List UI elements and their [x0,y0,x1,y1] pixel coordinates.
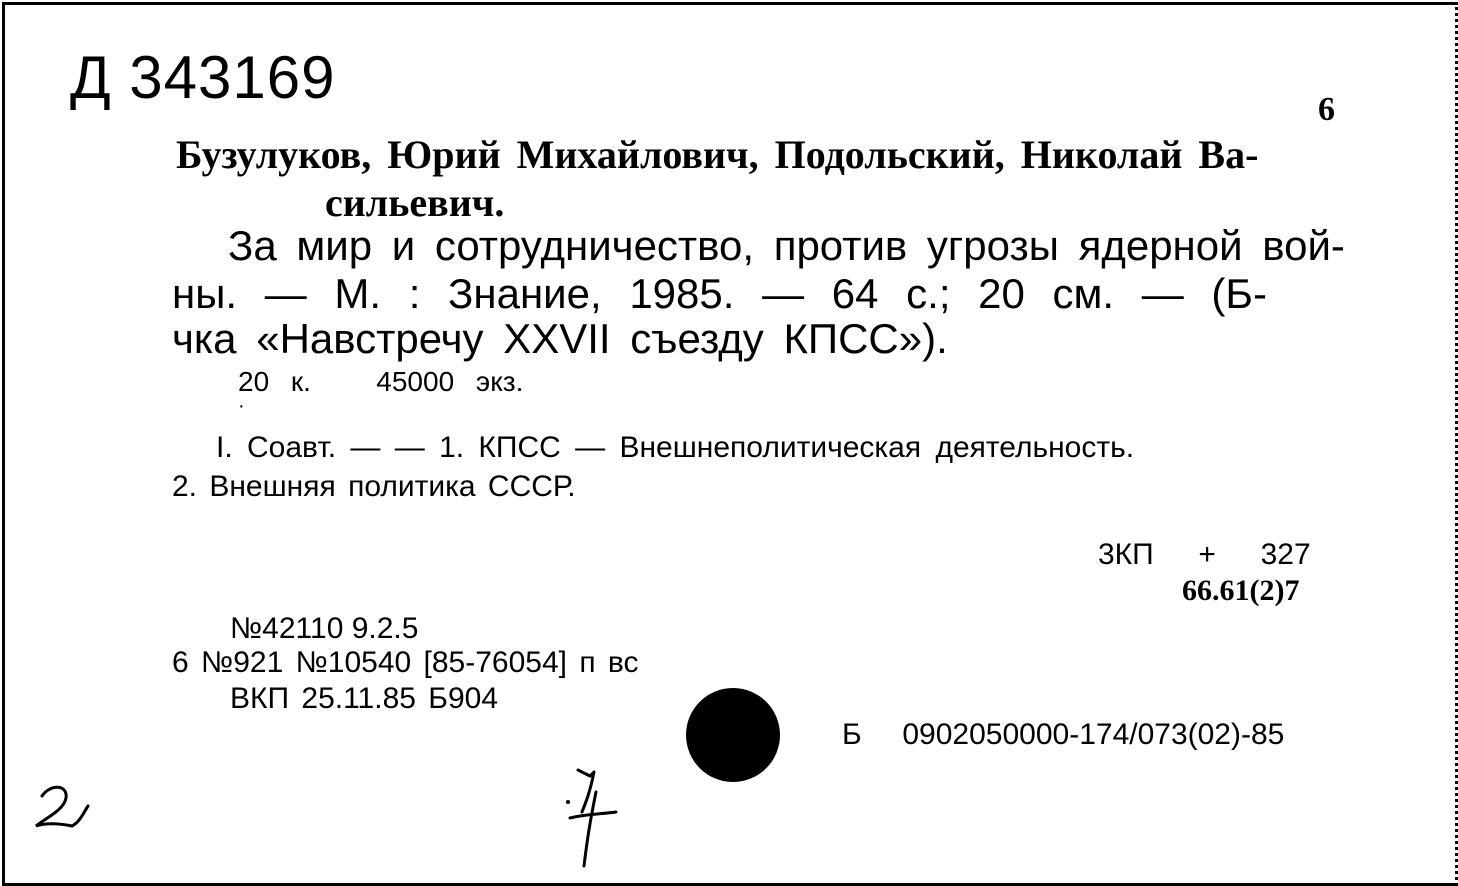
classification-code-2: 66.61(2)7 [1182,574,1300,607]
price-and-print-run: 20 к. 45000 экз. [238,366,524,397]
handwritten-mark-left [28,778,98,838]
subject-headings-line-1: I. Соавт. — — 1. КПСС — Внешнеполитическая деятельность. [216,431,1135,464]
catalog-code: Б 0902050000-174/073(02)-85 [842,718,1285,751]
card-index-number: 6 [1318,91,1335,128]
punch-hole [686,688,780,782]
subject-headings-line-2: 2. Внешняя политика СССР. [172,470,576,503]
classification-code-1: 3КП + 327 [1098,538,1311,571]
handwritten-mark-center [560,762,630,872]
author-line-1: Бузулуков, Юрий Михайлович, Подольский, Николай Ва- [176,132,1259,177]
registry-line-3: ВКП 25.11.85 Б904 [230,682,499,715]
registry-line-2: 6 №921 №10540 [85-76054] п вс [172,646,639,679]
bullet-dot: · [238,395,245,417]
call-number: Д 343169 [70,44,336,111]
title-line-2: ны. — М. : Знание, 1985. — 64 с.; 20 см. — (Б- [172,270,1267,317]
author-line-2: сильевич. [325,180,505,225]
title-line-1: За мир и сотрудничество, против угрозы ядерной вой- [228,222,1345,269]
title-line-3: чка «Навстречу XXVII съезду КПСС»). [172,315,948,362]
registry-line-1: №42110 9.2.5 [230,612,419,645]
